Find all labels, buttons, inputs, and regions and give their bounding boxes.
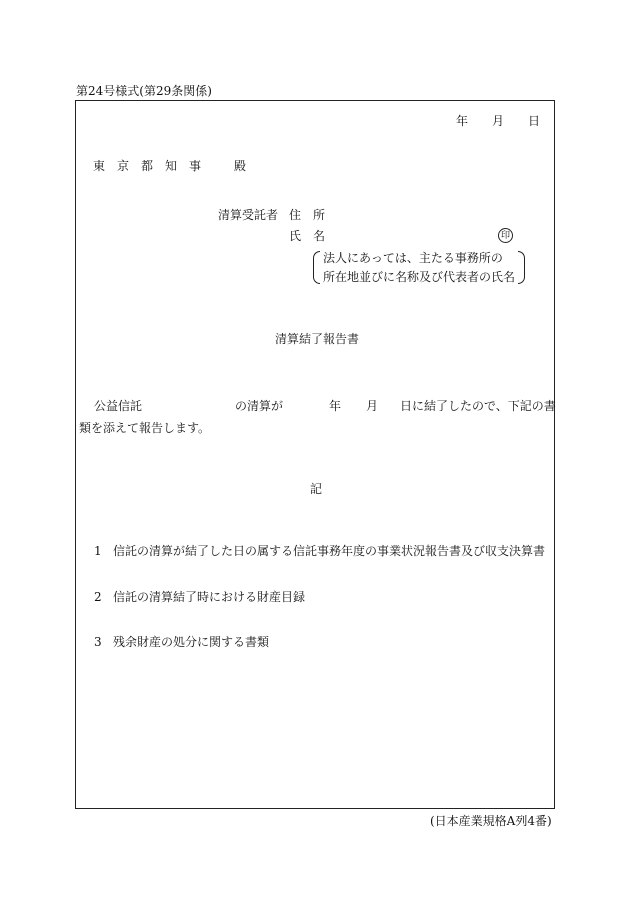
address-label: 住 所 (289, 208, 326, 222)
addressee-char: 都 (141, 159, 154, 173)
addressee-char: 事 (189, 159, 202, 173)
body-year-label: 年 (329, 399, 342, 413)
document-title: 清算結了報告書 (275, 332, 360, 346)
name-label: 氏 名 (289, 229, 326, 243)
body-text-part1: 公益信託 (94, 399, 143, 413)
list-item-number: 2 (94, 590, 102, 604)
seal-mark: 印 (498, 228, 513, 243)
date-month-label: 月 (492, 114, 505, 128)
addressee-char: 知 (165, 159, 178, 173)
list-item-text: 信託の清算が結了した日の属する信託事務年度の事業状況報告書及び収支決算書 (113, 544, 546, 558)
date-year-label: 年 (456, 114, 469, 128)
corporate-note-line2: 所在地並びに名称及び代表者の氏名 (323, 270, 516, 284)
addressee-char: 東 (93, 159, 106, 173)
paper-size-note: (日本産業規格A列4番) (430, 814, 552, 828)
list-item-number: 3 (94, 635, 102, 649)
applicant-role: 清算受託者 (218, 208, 279, 222)
addressee-char: 京 (117, 159, 130, 173)
list-item-text: 信託の清算結了時における財産目録 (113, 590, 306, 604)
body-text-part3: 日に結了したので、下記の書 (400, 399, 556, 413)
body-month-label: 月 (366, 399, 379, 413)
date-day-label: 日 (528, 114, 541, 128)
form-number: 第24号様式(第29条関係) (76, 84, 212, 98)
body-text-line2: 類を添えて報告します。 (79, 421, 211, 435)
note-bracket-right (518, 251, 525, 284)
ki-heading: 記 (310, 482, 323, 496)
addressee-honorific: 殿 (234, 159, 247, 173)
list-item-number: 1 (94, 544, 102, 558)
body-text-part2: の清算が (235, 399, 284, 413)
list-item-text: 残余財産の処分に関する書類 (113, 635, 270, 649)
form-frame (75, 100, 555, 809)
corporate-note-line1: 法人にあっては、主たる事務所の (323, 251, 503, 265)
note-bracket-left (313, 251, 320, 284)
